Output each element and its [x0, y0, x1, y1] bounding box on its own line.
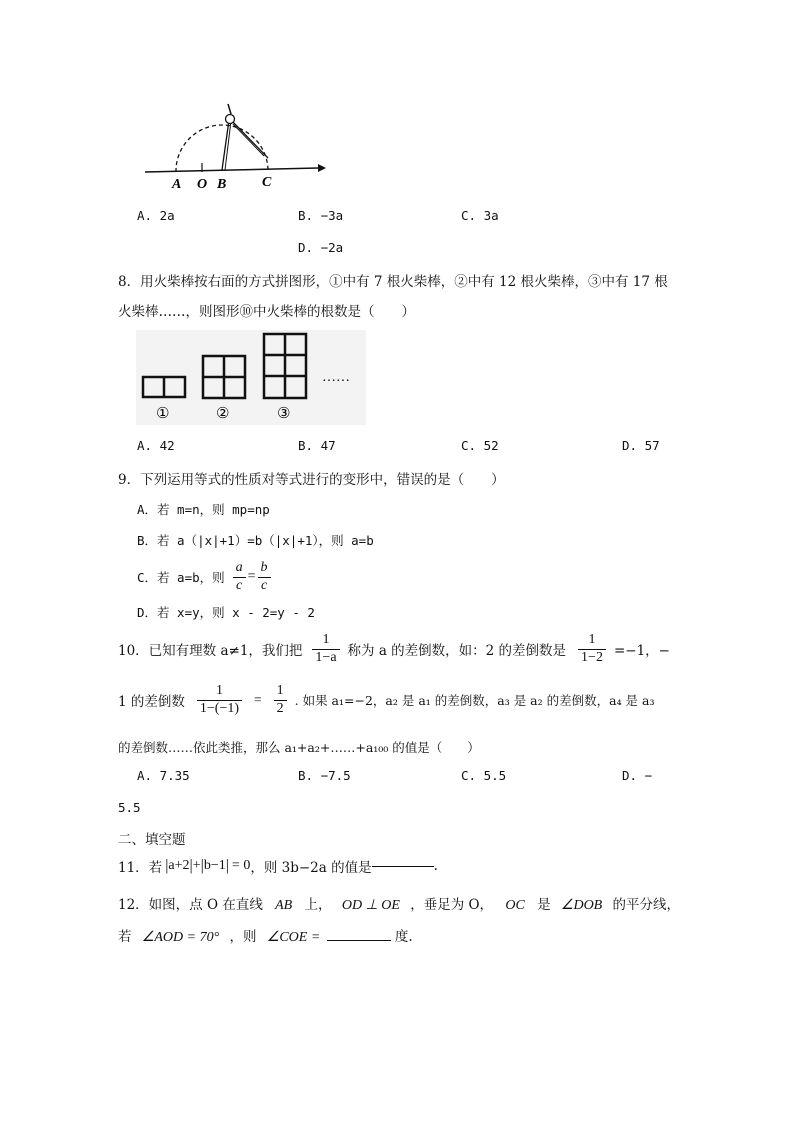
- ray-oc: OC: [505, 898, 525, 913]
- q10-option-d: D. −: [622, 768, 653, 783]
- label-B: B: [217, 177, 227, 192]
- fraction-numerator: 1: [197, 683, 242, 700]
- figure-ellipsis: ……: [322, 370, 350, 385]
- plus-sign: +: [192, 858, 201, 873]
- equals-zero: = 0: [231, 858, 251, 873]
- q12-line1: [118, 893, 680, 914]
- q12-text-f: 若: [118, 929, 132, 945]
- label-C: C: [262, 175, 272, 190]
- label-A: A: [172, 177, 182, 192]
- q8-option-a: A. 42: [137, 438, 175, 453]
- fraction-numerator: b: [258, 560, 271, 577]
- q9-option-b: B．若 a（|x|+1）=b（|x|+1），则 a=b: [137, 533, 374, 548]
- q10-text-e: . 如果 a₁=−2，a₂ 是 a₁ 的差倒数，a₃ 是 a₂ 的差倒数，a₄ 是 a₃: [294, 693, 655, 708]
- angle-aod: ∠AOD = 70°: [141, 930, 220, 945]
- abs-expr-2: b−1: [203, 858, 226, 873]
- q8-stem-line2: 火柴棒……，则图形⑩中火柴棒的根数是（ ）: [118, 304, 415, 320]
- fraction-1-over-1-minus-a: [312, 632, 339, 665]
- q12-text-d: 是: [537, 897, 551, 913]
- fraction-numerator: 1: [578, 632, 606, 649]
- q10-text-b: 称为 a 的差倒数，如：2 的差倒数是: [347, 643, 567, 659]
- angle-coe: ∠COE =: [266, 930, 321, 945]
- q7-option-b: B. −3a: [298, 208, 344, 223]
- fraction-b-over-c: [258, 560, 271, 593]
- q8-matchstick-figure: [136, 330, 366, 425]
- q12-text-h: 度.: [394, 929, 413, 945]
- fraction-numerator: 1: [312, 632, 339, 649]
- q9-option-a: A．若 m=n，则 mp=np: [137, 502, 270, 517]
- q7-option-d: D. −2a: [298, 240, 344, 255]
- fraction-1-over-2: [274, 683, 287, 716]
- section-title: 二、填空题: [118, 832, 186, 848]
- q12-text-g: ，则: [229, 929, 257, 945]
- fraction-1-over-1-minus-neg1: [197, 683, 242, 716]
- q9-option-c-prefix: C．若 a=b，则: [137, 570, 225, 585]
- abs-bar: |: [200, 857, 204, 874]
- q11: [118, 853, 438, 879]
- q10-option-c: C. 5.5: [461, 768, 507, 783]
- equals-sign: =: [247, 569, 256, 584]
- q12-line2: [118, 925, 413, 946]
- figure-label-2: ②: [216, 404, 230, 422]
- fraction-denominator: 1−(−1): [199, 700, 240, 716]
- compass-leg-right-inner: [233, 124, 264, 156]
- abs-expr-1: a+2: [168, 858, 190, 873]
- fraction-denominator: c: [236, 577, 243, 593]
- q10-line1: [118, 630, 670, 668]
- fraction-1-over-1-minus-2: [578, 632, 606, 665]
- q12-text-b: 上，: [304, 897, 332, 913]
- q9-stem: 9．下列运用等式的性质对等式进行的变形中，错误的是（ ）: [118, 472, 505, 488]
- q11-prefix: 11．若: [118, 860, 163, 876]
- abs-bar: |: [189, 857, 193, 874]
- equals-sign: =: [254, 692, 262, 707]
- fraction-numerator: a: [233, 560, 246, 577]
- number-line: [145, 168, 318, 172]
- fraction-denominator: 1−a: [315, 649, 337, 665]
- compass-handle: [228, 104, 231, 114]
- angle-dob: ∠DOB: [560, 898, 603, 913]
- q10-line3: 的差倒数……依此类推，那么 a₁+a₂+……+a₁₀₀ 的值是（ ）: [118, 740, 480, 755]
- fraction-denominator: 2: [276, 700, 284, 716]
- compass-hinge: [226, 115, 235, 124]
- q10-option-b: B. −7.5: [298, 768, 351, 783]
- figure-label-1: ①: [156, 404, 170, 422]
- q12-text-c: ，垂足为 O，: [410, 897, 494, 913]
- answer-blank[interactable]: [372, 865, 434, 867]
- fraction-denominator: c: [260, 577, 268, 593]
- q9-option-c: [137, 560, 271, 594]
- compass-leg-right: [231, 120, 268, 158]
- q11-suffix: ，则 3b−2a 的值是: [250, 860, 372, 876]
- q12-text-e: 的平分线，: [612, 897, 681, 913]
- q7-option-c: C. 3a: [461, 208, 499, 223]
- q7-option-a: A. 2a: [137, 208, 175, 223]
- abs-bar: |: [225, 857, 229, 874]
- q8-option-b: B. 47: [298, 438, 336, 453]
- dashed-arc: [176, 125, 268, 172]
- q9-option-d: D．若 x=y，则 x - 2=y - 2: [137, 605, 315, 620]
- q10-line2: [118, 680, 655, 720]
- q7-figure: [140, 100, 330, 195]
- line-ab: AB: [275, 898, 293, 913]
- fraction-numerator: 1: [274, 683, 287, 700]
- q8-option-c: C. 52: [461, 438, 499, 453]
- q8-stem-line1: 8．用火柴棒按右面的方式拼图形，①中有 7 根火柴棒，②中有 12 根火柴棒，③中有 17 根: [118, 274, 668, 290]
- q10-text-d: 1 的差倒数: [118, 694, 185, 710]
- label-O: O: [197, 177, 208, 192]
- arrow-icon: [318, 164, 326, 172]
- q10-option-d-wrap: 5.5: [118, 800, 141, 815]
- q8-option-d: D. 57: [622, 438, 660, 453]
- q10-text-a: 10．已知有理数 a≠1，我们把: [118, 643, 303, 659]
- perpendicular-expr: OD ⊥ OE: [341, 898, 400, 913]
- fraction-denominator: 1−2: [581, 649, 603, 665]
- fraction-a-over-c: [233, 560, 246, 593]
- abs-bar: |: [165, 857, 169, 874]
- q12-text-a: 12．如图，点 O 在直线: [118, 897, 263, 913]
- q10-text-c: =−1，−: [613, 643, 670, 659]
- figure-label-3: ③: [277, 404, 291, 422]
- answer-blank[interactable]: [327, 939, 391, 941]
- q10-option-a: A. 7.35: [137, 768, 190, 783]
- q11-end: .: [433, 858, 438, 874]
